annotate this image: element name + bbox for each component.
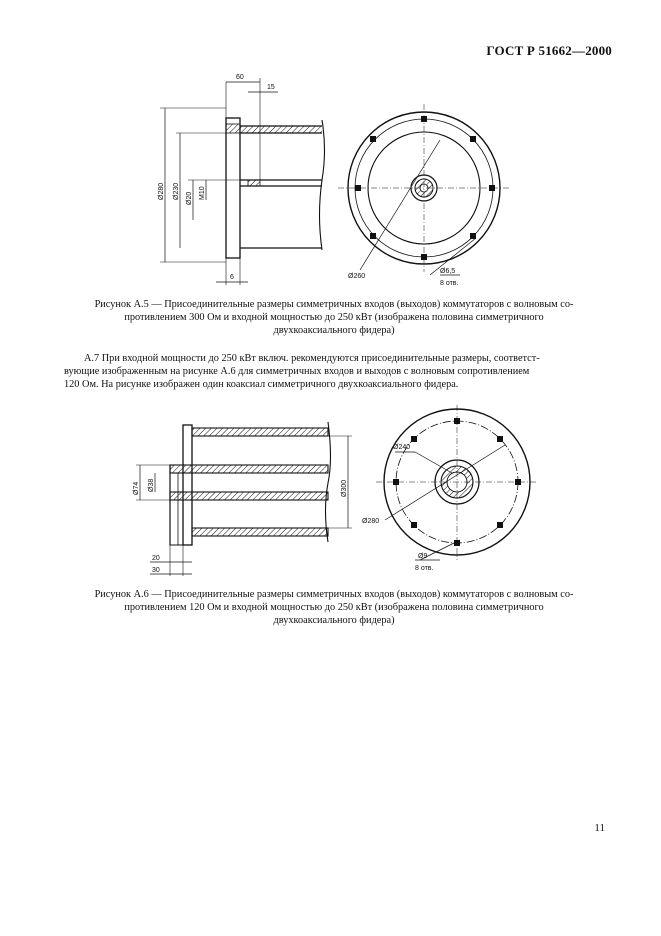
a5-dim-6: 6 xyxy=(230,274,234,281)
a5-dim-60: 60 xyxy=(236,74,244,81)
figure-a6-drawing xyxy=(0,405,661,580)
a6-dim-d280: Ø280 xyxy=(362,518,380,525)
a6-dim-d38: Ø38 xyxy=(148,478,155,492)
caption-line: противлением 120 Ом и входной мощностью до 250 кВт (изображена половина симметричного xyxy=(124,602,544,613)
figure-a6-caption xyxy=(64,588,604,627)
paragraph-line: 120 Ом. На рисунке изображен один коаксиал симметричного двухкоаксиального фидера. xyxy=(64,379,459,390)
caption-line: противлением 300 Ом и входной мощностью до 250 кВт (изображена половина симметричного xyxy=(124,312,544,323)
paragraph-a7 xyxy=(64,352,597,391)
figure-a5-caption xyxy=(64,298,604,337)
a5-flange xyxy=(226,118,240,258)
a6-dim-holes: 8 отв. xyxy=(415,565,434,572)
a5-dim-m10: М10 xyxy=(199,186,206,200)
a5-dim-d230: Ø230 xyxy=(173,182,180,200)
figure-a5 xyxy=(0,60,661,290)
a5-dim-d20: Ø20 xyxy=(186,191,193,205)
a6-dim-d300: Ø300 xyxy=(341,479,348,497)
figure-a5-drawing xyxy=(0,60,661,290)
a6-dim-30: 30 xyxy=(152,567,160,574)
a6-dim-d240: Ø240 xyxy=(393,444,411,451)
a5-dim-d280: Ø280 xyxy=(158,182,165,200)
caption-line: Рисунок А.6 — Присоединительные размеры симметричных входов (выходов) коммутаторов с волновым со- xyxy=(94,589,574,600)
a6-dim-d74: Ø74 xyxy=(133,481,140,495)
page-number: 11 xyxy=(594,822,605,834)
caption-line: Рисунок А.5 — Присоединительные размеры симметричных входов (выходов) коммутаторов с волновым со- xyxy=(94,299,574,310)
a5-dim-hole: Ø6,5 xyxy=(440,268,456,275)
document-header: ГОСТ Р 51662—2000 xyxy=(486,43,612,58)
a5-dim-15: 15 xyxy=(267,84,275,91)
a5-dim-holes: 8 отв. xyxy=(440,280,459,287)
paragraph-line: А.7 При входной мощности до 250 кВт включ. рекомендуются присоединительные размеры, соответст- xyxy=(84,353,540,364)
a6-dim-hole: Ø9 xyxy=(418,553,428,560)
figure-a6 xyxy=(0,405,661,580)
caption-line: двухкоаксиального фидера) xyxy=(273,325,395,336)
caption-line: двухкоаксиального фидера) xyxy=(273,615,395,626)
a6-dim-20: 20 xyxy=(152,555,160,562)
paragraph-line: вующие изображенным на рисунке А.6 для симметричных входов и выходов с волновым сопротивлением xyxy=(64,366,530,377)
a5-dim-d260: Ø260 xyxy=(348,273,366,280)
